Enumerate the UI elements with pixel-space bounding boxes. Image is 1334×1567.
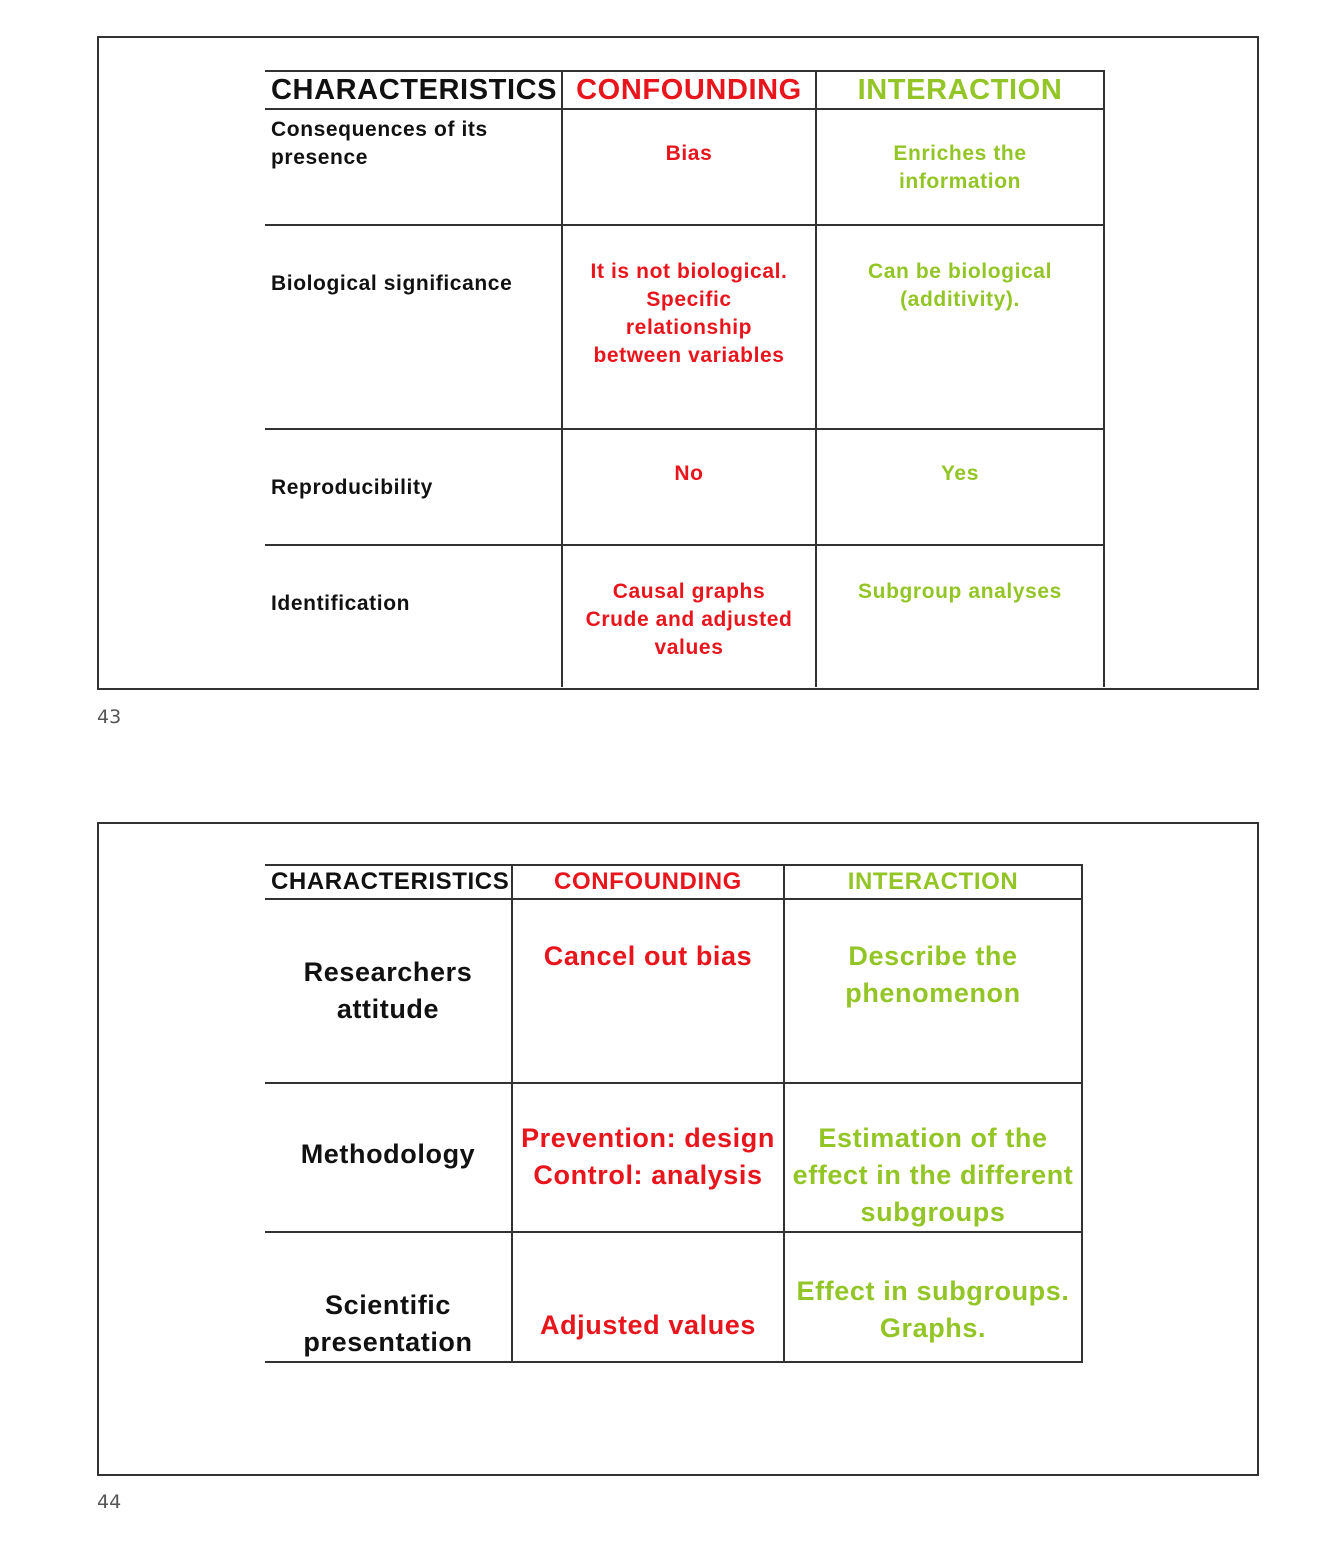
cell-interaction: Enriches the information: [816, 109, 1104, 225]
cell-confounding: Causal graphs Crude and adjusted values: [562, 545, 816, 687]
cell-interaction: Subgroup analyses: [816, 545, 1104, 687]
cell-interaction: Yes: [816, 429, 1104, 545]
table-header-row: [265, 71, 1104, 109]
slide-44: [97, 822, 1259, 1476]
cell-characteristic: Scientific presentation: [265, 1232, 512, 1362]
header-confounding: CONFOUNDING: [512, 865, 784, 899]
header-confounding: CONFOUNDING: [562, 71, 816, 109]
cell-characteristic: Methodology: [265, 1083, 512, 1232]
table-row-identification: [265, 545, 1104, 687]
cell-characteristic: Biological significance: [265, 225, 562, 429]
cell-interaction: Can be biological (additivity).: [816, 225, 1104, 429]
cell-confounding: Cancel out bias: [512, 899, 784, 1083]
table-row-methodology: [265, 1083, 1082, 1232]
cell-characteristic: Identification: [265, 545, 562, 687]
cell-interaction: Estimation of the effect in the different subgroups: [784, 1083, 1082, 1232]
cell-interaction: Effect in subgroups. Graphs.: [784, 1232, 1082, 1362]
cell-confounding: Adjusted values: [512, 1232, 784, 1362]
table-row-biological: [265, 225, 1104, 429]
cell-confounding: Bias: [562, 109, 816, 225]
cell-characteristic: Reproducibility: [265, 429, 562, 545]
slide-43: [97, 36, 1259, 690]
header-characteristics: CHARACTERISTICS: [265, 865, 512, 899]
cell-confounding: It is not biological. Specific relationship between variables: [562, 225, 816, 429]
cell-characteristic: Researchers attitude: [265, 899, 512, 1083]
table-header-row: [265, 865, 1082, 899]
comparison-table-44: [265, 864, 1083, 1363]
table-row-reproducibility: [265, 429, 1104, 545]
table-row-attitude: [265, 899, 1082, 1083]
page-number-44: 44: [97, 1491, 122, 1513]
table-row-presentation: [265, 1232, 1082, 1362]
page-number-43: 43: [97, 706, 122, 728]
header-characteristics: CHARACTERISTICS: [265, 71, 562, 109]
cell-characteristic: Consequences of its presence: [265, 109, 562, 225]
comparison-table-43: [265, 70, 1105, 687]
cell-confounding: Prevention: design Control: analysis: [512, 1083, 784, 1232]
cell-interaction: Describe the phenomenon: [784, 899, 1082, 1083]
table-row-consequences: [265, 109, 1104, 225]
header-interaction: INTERACTION: [816, 71, 1104, 109]
cell-confounding: No: [562, 429, 816, 545]
header-interaction: INTERACTION: [784, 865, 1082, 899]
